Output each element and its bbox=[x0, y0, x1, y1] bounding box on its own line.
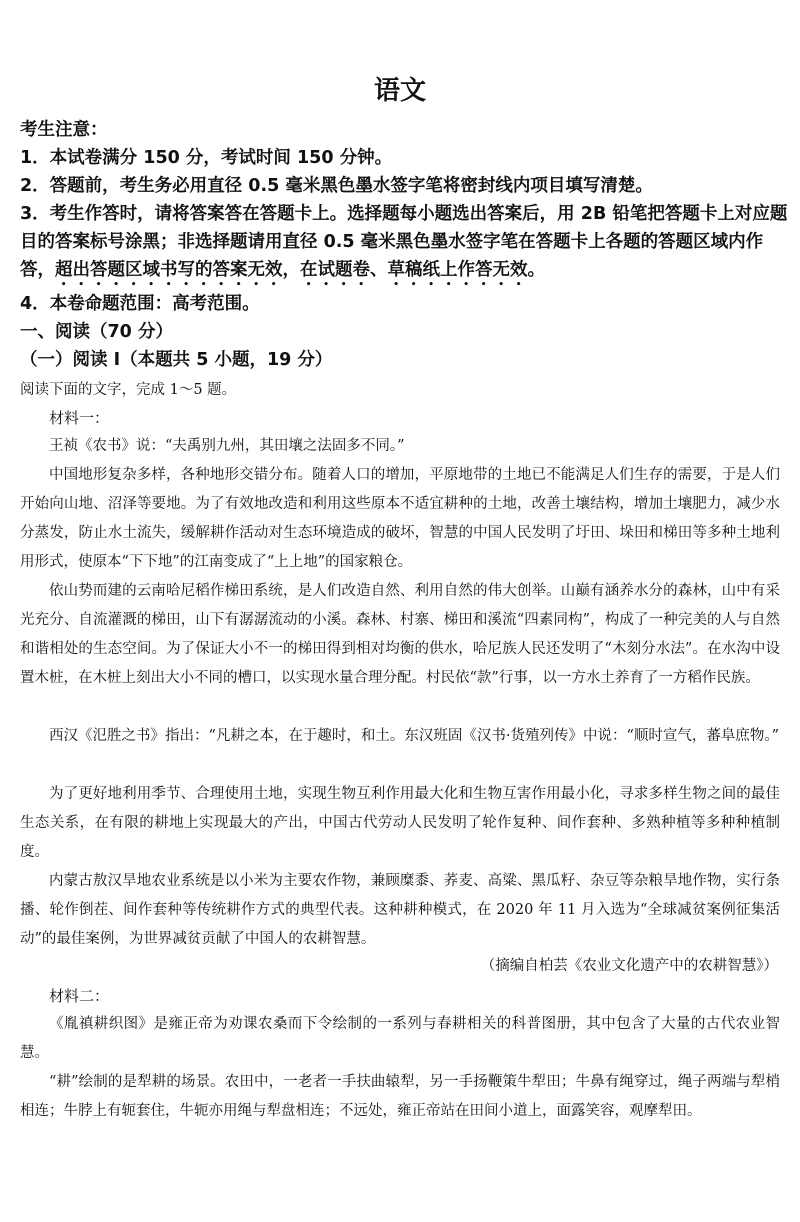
notice-item-2: 2．答题前，考生务必用直径 0.5 毫米黑色墨水签字笔将密封线内项目填写清楚。 bbox=[20, 176, 653, 196]
material2-paragraph-2: “耕”绘制的是犁耕的场景。农田中，一老者一手扶曲辕犁，另一手扬鞭策牛犁田；牛鼻有绳穿过，绳子两端与犁梢相连；牛脖上有轭套住，牛轭亦用绳与犁盘相连；不远处，雍正帝站在田间小道上，面露笑容，观摩犁田。 bbox=[20, 1074, 780, 1119]
instruction: 阅读下面的文字，完成 1～5 题。 bbox=[20, 382, 237, 398]
material1-paragraph-1: 王祯《农书》说：“夫禹别九州，其田壤之法固多不同。” bbox=[49, 438, 405, 454]
notice-item-3-text: 3．考生作答时，请将答案答在答题卡上。选择题每小题选出答案后，用 2B 铅笔把答题卡上对应题目的答案标号涂黑；非选择题请用直径 0.5 毫米黑色墨水签字笔在答题卡上各题的答题区域内作答， bbox=[20, 204, 788, 280]
material1-paragraph-3: 依山势而建的云南哈尼稻作梯田系统，是人们改造自然、利用自然的伟大创举。山巅有涵养水分的森林，山中有采光充分、自流灌溉的梯田，山下有潺潺流动的小溪。森林、村寨、梯田和溪流“四素同构”，构成了一种完美的人与自然和谐相处的生态空间。为了保证大小不一的梯田得到相对均衡的供水，哈尼族人民还发明了“木刻分水法”。在水沟中设置木桩，在木桩上刻出大小不同的槽口，以实现水量合理分配。村民依“款”行事，以一方水土养育了一方稻作民族。 bbox=[20, 583, 780, 686]
material1-paragraph-5: 为了更好地利用季节、合理使用土地，实现生物互利作用最大化和生物互害作用最小化，寻求多样生物之间的最佳生态关系，在有限的耕地上实现最大的产出，中国古代劳动人民发明了轮作复种、间作套种、多熟种植等多种种植制度。 bbox=[20, 786, 780, 860]
material1-source: （摘编自柏芸《农业文化遗产中的农耕智慧》） bbox=[480, 958, 778, 974]
subsection-heading: （一）阅读 Ⅰ（本题共 5 小题，19 分） bbox=[20, 350, 333, 370]
material2-label: 材料二： bbox=[49, 987, 110, 1005]
notice-heading: 考生注意： bbox=[20, 120, 108, 140]
material1-paragraph-4: 西汉《氾胜之书》指出：“凡耕之本，在于趣时，和土。东汉班固《汉书·货殖列传》中说：“顺时宣气，蕃阜庶物。” bbox=[49, 728, 780, 744]
notice-item-3-emphasis: 超出答题区域书写的答案无效，在试题卷、草稿纸上作答无效。 bbox=[55, 260, 545, 280]
section-heading: 一、阅读（70 分） bbox=[20, 322, 173, 342]
notice-item-3 bbox=[20, 200, 790, 290]
material1-label: 材料一： bbox=[49, 409, 110, 427]
material2-paragraph-1: 《胤禛耕织图》是雍正帝为劝课农桑而下令绘制的一系列与春耕相关的科普图册，其中包含了大量的古代农业智慧。 bbox=[20, 1016, 780, 1061]
page-title: 语文 bbox=[373, 76, 426, 106]
material1-paragraph-6: 内蒙古敖汉旱地农业系统是以小米为主要农作物，兼顾糜黍、荞麦、高粱、黑瓜籽、杂豆等杂粮旱地作物，实行条播、轮作倒茬、间作套种等传统耕作方式的典型代表。这种耕种模式，在 2020 年 11 月入选为“全球减贫案例征集活动”的最佳案例，为世界减贫贡献了中国人的农耕智慧。 bbox=[20, 873, 780, 947]
notice-item-4: 4．本卷命题范围：高考范围。 bbox=[20, 294, 260, 314]
material1-paragraph-2: 中国地形复杂多样，各种地形交错分布。随着人口的增加，平原地带的土地已不能满足人们生存的需要，于是人们开始向山地、沼泽等要地。为了有效地改造和利用这些原本不适宜耕种的土地，改善土壤结构，增加土壤肥力，减少水分蒸发，防止水土流失，缓解耕作活动对生态环境造成的破坏，智慧的中国人民发明了圩田、垛田和梯田等多种土地利用形式，使原本“下下地”的江南变成了“上上地”的国家粮仓。 bbox=[20, 467, 780, 570]
notice-item-1: 1．本试卷满分 150 分，考试时间 150 分钟。 bbox=[20, 148, 393, 168]
